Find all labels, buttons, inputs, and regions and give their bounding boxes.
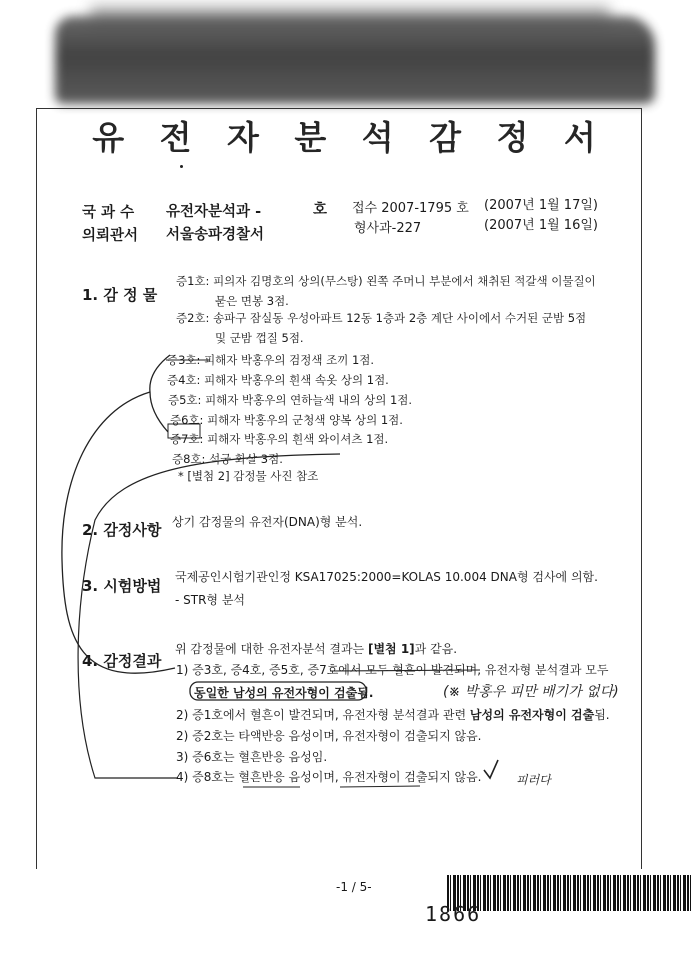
barcode bbox=[447, 875, 693, 911]
case-date: (2007년 1월 16일) bbox=[484, 218, 598, 233]
item-1: 증1호: 피의자 김명호의 상의(무스탕) 왼쪽 주머니 부분에서 채취된 적갈색 이물질이 bbox=[176, 274, 596, 288]
result-2-b: 남성의 유전자형이 검출 bbox=[469, 708, 595, 722]
item-4: 증4호: 피해자 박홍우의 흰색 속옷 상의 1점. bbox=[167, 373, 389, 387]
underline-ink-result1 bbox=[330, 670, 480, 671]
receipt-date: (2007년 1월 17일) bbox=[484, 198, 598, 213]
item-7: 증7호: 피해자 박홍우의 흰색 와이셔츠 1점. bbox=[170, 432, 389, 446]
result-2-a: 2) 증1호에서 혈흔이 발견되며, 유전자형 분석결과 관련 bbox=[176, 708, 470, 722]
result-1-cont: 동일한 남성의 유전자형이 검출됨. bbox=[194, 686, 374, 700]
item-6: 증6호: 피해자 박홍우의 군청색 양복 상의 1점. bbox=[170, 413, 403, 427]
item-8: 증8호: 석궁 화살 3점. bbox=[172, 452, 283, 466]
result-intro-c: 과 같음. bbox=[414, 642, 458, 656]
case-number: 형사과-227 bbox=[354, 221, 422, 236]
box-ink-result1 bbox=[190, 682, 366, 700]
handwritten-note: (※ 박홍우 피만 배기가 없다) bbox=[443, 684, 619, 700]
document-title: 유 전 자 분 석 감 정 서 bbox=[92, 118, 608, 157]
result-1: 1) 증3호, 증4호, 증5호, 증7호에서 모두 혈흔이 발견되며, 유전자형 분석결과 모두 bbox=[176, 663, 609, 677]
to-label: 국 과 수 bbox=[82, 205, 135, 221]
result-4: 3) 증6호는 혈흔반응 음성임. bbox=[176, 750, 328, 764]
scope-text: 상기 감정물의 유전자(DNA)형 분석. bbox=[172, 515, 363, 529]
to-value: 유전자분석과 - bbox=[166, 204, 262, 220]
circle-ink-7 bbox=[168, 424, 200, 438]
page-number: -1 / 5- bbox=[336, 880, 372, 894]
requester-value: 서울송파경찰서 bbox=[166, 227, 265, 243]
handwritten-margin-note: 피러다 bbox=[516, 773, 551, 787]
section-scope-label: 2. 감정사항 bbox=[82, 521, 162, 539]
item-5: 증5호: 피해자 박홍우의 연하늘색 내의 상의 1점. bbox=[168, 393, 413, 407]
section-result-label: 4. 감정결과 bbox=[82, 652, 162, 670]
underline-ink-result5 bbox=[243, 786, 420, 787]
bracket-ink bbox=[150, 355, 170, 432]
result-intro-a: 위 감정물에 대한 유전자분석 결과는 bbox=[175, 642, 368, 656]
item-2-cont: 및 군밤 껍질 5점. bbox=[215, 331, 304, 345]
receipt-number: 접수 2007-1795 호 bbox=[352, 201, 469, 216]
item-1-cont: 묻은 면봉 3점. bbox=[215, 294, 289, 308]
item-3: 증3호: 피해자 박홍우의 검정색 조끼 1점. bbox=[167, 353, 375, 367]
section-method-label: 3. 시험방법 bbox=[82, 577, 162, 595]
result-3: 2) 증2호는 타액반응 음성이며, 유전자형이 검출되지 않음. bbox=[176, 729, 482, 743]
ho-label: 호 bbox=[313, 202, 328, 218]
section-items-label: 1. 감 정 물 bbox=[82, 286, 158, 304]
result-2-c: 됨. bbox=[594, 708, 610, 722]
item-note: * [별첨 2] 감정물 사진 참조 bbox=[178, 469, 319, 483]
result-intro-attachment: [별첨 1] bbox=[367, 642, 415, 656]
result-5: 4) 증8호는 혈흔반응 음성이며, 유전자형이 검출되지 않음. bbox=[176, 770, 482, 784]
serial-number: 1866 bbox=[425, 902, 482, 926]
curve-ink-long bbox=[78, 454, 340, 778]
method-line-2: - STR형 분석 bbox=[175, 593, 246, 607]
requester-label: 의뢰관서 bbox=[82, 228, 139, 244]
item-2: 증2호: 송파구 잠실동 우성아파트 12동 1층과 2층 계단 사이에서 수거된 군밤 5점 bbox=[176, 311, 587, 325]
method-line-1: 국제공인시험기관인정 KSA17025:2000=KOLAS 10.004 DNA형 검사에 의함. bbox=[175, 570, 598, 584]
check-mark-ink bbox=[484, 760, 498, 778]
